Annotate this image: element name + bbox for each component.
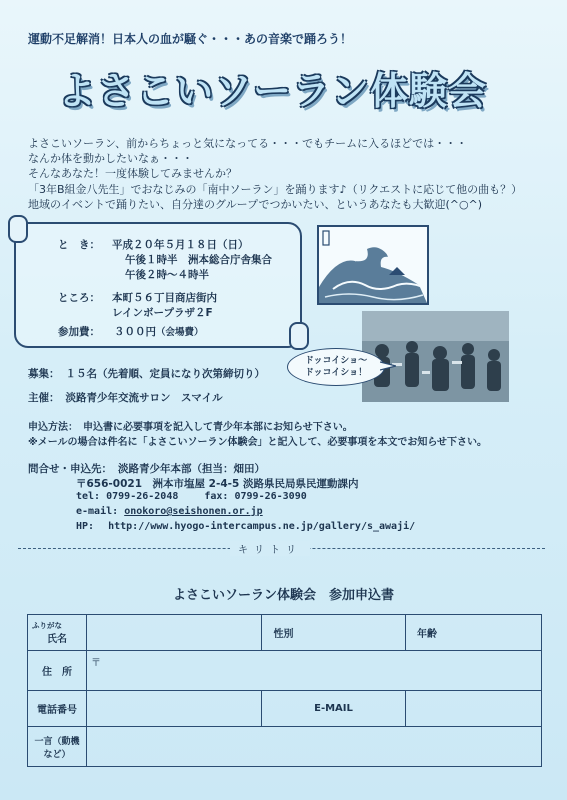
contact-phone-fax	[76, 491, 307, 502]
scroll-curl-decoration	[8, 215, 28, 243]
comment-label-2: など）	[43, 749, 71, 760]
intro-line: よさこいソーラン、前からちょっと気になってる・・・でもチームに入るほどでは・・・	[28, 137, 468, 150]
bubble-tail	[380, 360, 396, 372]
phone-label: 電話番号	[28, 691, 87, 727]
gender-label: 性別	[262, 615, 306, 651]
name-field[interactable]	[87, 615, 262, 651]
organizer-value: 淡路青少年交流サロン スマイル	[65, 392, 223, 404]
intro-line: なんか体を動かしたいなぁ・・・	[28, 152, 193, 166]
page-title: よさこいソーラン体験会	[58, 69, 488, 113]
where-label: ところ：	[58, 292, 100, 304]
organizer-line	[28, 390, 223, 405]
email-label: e-mail:	[76, 506, 119, 517]
when-date: 平成２０年５月１８日（日）	[112, 239, 249, 251]
when-label: と き：	[58, 239, 100, 251]
contact-website	[76, 521, 415, 532]
fee-value	[114, 324, 204, 339]
intro-line: そんなあなた！一度体験してみませんか？	[28, 167, 237, 181]
name-label-cell	[28, 615, 87, 651]
contact-email	[76, 506, 263, 517]
email-field[interactable]	[406, 691, 542, 727]
when-time: 午後２時～４時半	[125, 269, 209, 281]
fee-note: （会場費）	[156, 327, 204, 338]
tel-number: 0799-26-2048	[106, 491, 179, 502]
great-wave-illustration	[317, 225, 429, 305]
postal-mark: 〒	[91, 658, 101, 669]
contact-label: 問合せ・申込先：	[28, 463, 112, 475]
recruit-label: 募集：	[28, 368, 60, 380]
cut-line-label: キリトリ	[230, 541, 310, 556]
tel-label: tel:	[76, 491, 101, 502]
apply-email-note: ※メールの場合は件名に「よさこいソーラン体験会」と記入して、必要事項を本文でお知らせ下さい。	[28, 437, 488, 448]
contact-address: 〒656-0021 洲本市塩屋 2-4-5 淡路県民局県民運動課内	[76, 478, 359, 490]
contact-line	[28, 461, 265, 476]
intro-line: 「3年B組金八先生」でおなじみの「南中ソーラン」を踊ります♪（リクエストに応じて他の曲も？）	[28, 182, 523, 196]
fee-label: 参加費：	[58, 326, 100, 338]
application-form	[27, 614, 542, 767]
fax-number: 0799-26-3090	[234, 491, 307, 502]
age-field[interactable]	[448, 615, 542, 651]
fax-label: fax:	[204, 491, 229, 502]
where-line-1: 本町５６丁目商店街内	[112, 292, 217, 304]
intro-text	[28, 136, 522, 212]
email-link[interactable]: onokoro@seishonen.or.jp	[124, 506, 263, 517]
name-label: 氏名	[47, 633, 67, 645]
address-field[interactable]	[87, 651, 542, 691]
apply-method: 申込方法： 申込書に必要事項を記入して青少年本部にお知らせ下さい。	[28, 422, 353, 433]
bubble-line-1: ドッコイショ～	[304, 356, 368, 366]
comment-label	[28, 727, 87, 767]
organizer-label: 主催：	[28, 392, 60, 404]
scroll-curl-decoration	[289, 322, 309, 350]
gender-field[interactable]	[305, 615, 406, 651]
phone-field[interactable]	[87, 691, 262, 727]
dance-photo	[362, 311, 509, 402]
email-label-cell: E-MAIL	[262, 691, 406, 727]
hp-label: HP:	[76, 521, 95, 532]
recruit-value: １５名（先着順、定員になり次第締切り）	[65, 368, 265, 380]
contact-org: 淡路青少年本部（担当：畑田）	[118, 463, 265, 475]
furigana-label: ふりがな	[32, 620, 62, 630]
comment-field[interactable]	[87, 727, 542, 767]
form-title: よさこいソーラン体験会 参加申込書	[172, 588, 394, 603]
speech-bubble	[287, 348, 385, 386]
intro-line: 地域のイベントで踊りたい、自分達のグループでつかいたい、というあなたも大歓迎(^○^)	[28, 197, 483, 211]
where-line-2: レインボープラザ２F	[112, 307, 213, 319]
comment-label-1: 一言（動機	[34, 736, 80, 747]
fee-amount: ３００円	[114, 326, 156, 338]
recruit-line	[28, 366, 265, 381]
website-link[interactable]: http://www.hyogo-intercampus.ne.jp/gallery/s_awaji/	[108, 521, 416, 532]
bubble-line-2: ドッコイショ！	[304, 368, 368, 378]
tagline: 運動不足解消！日本人の血が騒ぐ・・・あの音楽で踊ろう！	[28, 32, 353, 46]
address-label: 住 所	[28, 651, 87, 691]
when-meet: 午後１時半 洲本総合庁舎集合	[125, 254, 272, 266]
age-label: 年齢	[406, 615, 449, 651]
